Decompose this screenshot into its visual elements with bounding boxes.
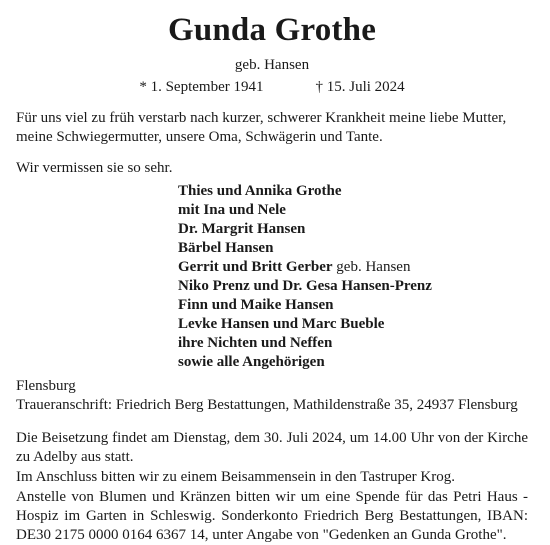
intro-line: Für uns viel zu früh verstarb nach kurzer, schwerer Krankheit meine liebe Mutter,: [16, 110, 507, 126]
mourner-line: Finn und Maike Hansen: [178, 297, 334, 313]
mourner-line: sowie alle Angehörigen: [178, 354, 325, 370]
mourner-line: Niko Prenz und Dr. Gesa Hansen-Prenz: [178, 278, 432, 294]
birth-name: geb. Hansen: [234, 57, 310, 73]
donation-info: Anstelle von Blumen und Kränzen bitten wir um eine Spende für das Petri Haus - Hospiz im Garten in Schleswig. Sonderkonto Friedrich Berg Bestattungen, IBAN: DE30 2175 0000 0164 6367 14, unter Angabe von "Gedenken an Gunda Grothe".: [16, 489, 528, 543]
mourner-suffix: geb. Hansen: [332, 259, 411, 275]
funeral-info: Die Beisetzung findet am Dienstag, dem 30. Juli 2024, um 14.00 Uhr von der Kirche zu Adelby aus statt.: [16, 430, 528, 465]
mourner-line: Bärbel Hansen: [178, 240, 274, 256]
intro-text: [16, 109, 528, 147]
intro-line: meine Schwiegermutter, unsere Oma, Schwägerin und Tante.: [16, 129, 383, 145]
city: Flensburg: [16, 378, 76, 394]
gathering-info: Im Anschluss bitten wir zu einem Beisammensein in den Tastruper Krog.: [16, 469, 456, 485]
mourning-address: Traueranschrift: Friedrich Berg Bestattungen, Mathildenstraße 35, 24937 Flensburg: [16, 397, 518, 413]
obituary-notice: [0, 10, 550, 543]
deceased-name: Gunda Grothe: [167, 12, 377, 48]
mourner-line: Dr. Margrit Hansen: [178, 221, 306, 237]
mourner-line: Gerrit und Britt Gerber geb. Hansen: [178, 259, 411, 275]
life-dates: [16, 77, 528, 97]
mourner-line: mit Ina und Nele: [178, 202, 286, 218]
death-date: † 15. Juli 2024: [315, 79, 405, 95]
mourner-line: Thies und Annika Grothe: [178, 183, 342, 199]
mourners-list: [178, 182, 528, 372]
mourner-line: Levke Hansen und Marc Bueble: [178, 316, 385, 332]
birth-date: * 1. September 1941: [139, 79, 264, 95]
miss-text: Wir vermissen sie so sehr.: [16, 160, 173, 176]
mourner-line: ihre Nichten und Neffen: [178, 335, 333, 351]
